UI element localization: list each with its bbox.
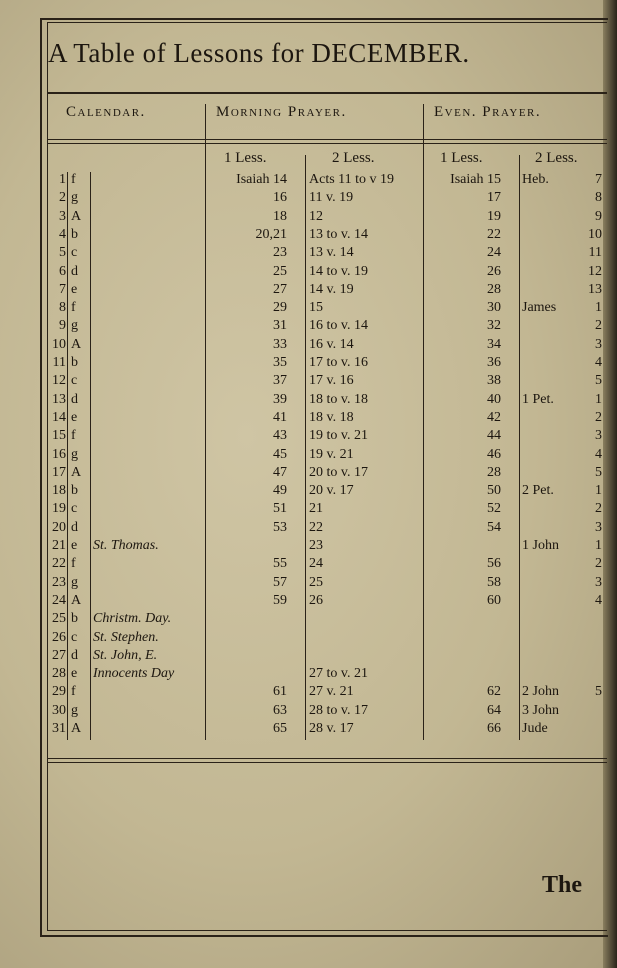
cell-m2: 18 to v. 18 (309, 391, 368, 407)
evening-divider (423, 104, 424, 740)
cell-m1: 41 (273, 409, 287, 425)
cell-letter: b (71, 226, 78, 242)
cell-day: 28 (52, 666, 66, 682)
cell-m2: 23 (309, 538, 323, 553)
cell-letter: e (71, 409, 78, 425)
cell-letter: A (71, 336, 82, 352)
title-rule (47, 92, 607, 94)
cell-letter: g (71, 446, 78, 462)
cell-e2n: 7 (595, 172, 602, 187)
cell-letter: f (71, 684, 76, 700)
cell-m2: 16 to v. 14 (309, 318, 368, 334)
cell-m1: 23 (273, 245, 287, 261)
cell-e2n: 5 (595, 373, 602, 389)
cell-e1: 50 (487, 483, 501, 499)
cell-e1: 58 (487, 574, 501, 590)
cell-e2n: 4 (595, 355, 602, 370)
cell-m1: 59 (273, 592, 287, 608)
cell-e2n: 10 (588, 226, 602, 242)
day-letter-divider (67, 172, 68, 740)
cell-day: 6 (59, 263, 66, 279)
calendar-divider (205, 104, 206, 740)
cell-e2n: 13 (588, 281, 602, 297)
evening-second-lesson-header: 2 Less. (535, 150, 578, 166)
cell-e2: 1 Pet. (522, 391, 554, 407)
cell-e2: Heb. (522, 172, 549, 187)
cell-letter: c (71, 501, 78, 517)
cell-m1: 29 (273, 300, 287, 316)
cell-day: 31 (52, 721, 66, 736)
cell-m1: 61 (273, 684, 287, 700)
cell-letter: g (71, 702, 78, 718)
cell-e2n: 4 (595, 592, 602, 608)
cell-day: 12 (52, 373, 66, 389)
cell-m1: 35 (273, 355, 287, 370)
header-rule (47, 139, 607, 140)
cell-e1: 22 (487, 226, 501, 242)
cell-day: 17 (52, 464, 66, 480)
morning-prayer-header: Morning Prayer. (216, 104, 347, 120)
table-bottom-rule-2 (47, 762, 607, 763)
cell-day: 27 (52, 647, 66, 663)
cell-letter: e (71, 666, 78, 682)
cell-e1: 54 (487, 519, 501, 535)
cell-day: 18 (52, 483, 66, 499)
cell-day: 2 (59, 190, 66, 206)
cell-m2: 25 (309, 574, 323, 590)
cell-day: 25 (52, 611, 66, 627)
cell-feast: St. Stephen. (93, 629, 159, 645)
cell-feast: Innocents Day (93, 666, 175, 682)
cell-m1: 18 (273, 208, 287, 224)
cell-letter: c (71, 245, 78, 261)
cell-day: 1 (59, 172, 66, 187)
morning-second-lesson-header: 2 Less. (332, 150, 375, 166)
cell-e1: 64 (487, 702, 501, 718)
cell-letter: b (71, 483, 78, 499)
cell-e2n: 3 (595, 574, 602, 590)
cell-m2: 13 to v. 14 (309, 226, 368, 242)
cell-e1: 17 (487, 190, 501, 206)
cell-letter: A (71, 464, 82, 480)
evening-prayer-header: Even. Prayer. (434, 104, 542, 120)
cell-e1: 46 (487, 446, 501, 462)
cell-feast: St. John, E. (93, 647, 158, 663)
cell-e2n: 1 (595, 300, 602, 316)
cell-e1: 40 (487, 391, 501, 407)
cell-e2n: 3 (595, 428, 602, 444)
cell-e1: 62 (487, 684, 501, 700)
cell-letter: A (71, 208, 82, 224)
cell-letter: c (71, 373, 78, 389)
cell-e2: Jude (522, 721, 548, 736)
cell-letter: f (71, 300, 76, 316)
evening-lesson-divider (519, 155, 520, 740)
cell-m1: 25 (273, 263, 287, 279)
cell-m2: 22 (309, 519, 323, 535)
morning-first-lesson-header: 1 Less. (224, 150, 267, 166)
cell-day: 11 (52, 355, 66, 370)
cell-letter: d (71, 263, 78, 279)
cell-e1: 30 (487, 300, 501, 316)
cell-m2: Acts 11 to v 19 (309, 172, 395, 187)
cell-m1: 45 (273, 446, 287, 462)
cell-day: 26 (52, 629, 66, 645)
cell-day: 7 (59, 281, 66, 297)
cell-e2n: 8 (595, 190, 602, 206)
cell-feast: St. Thomas. (93, 538, 159, 553)
cell-e2n: 3 (595, 336, 602, 352)
cell-letter: b (71, 355, 78, 370)
cell-m1: 49 (273, 483, 287, 499)
cell-m1: 55 (273, 556, 287, 572)
cell-day: 24 (52, 592, 66, 608)
cell-letter: g (71, 574, 78, 590)
cell-m2: 17 v. 16 (309, 373, 354, 389)
cell-e1: 24 (487, 245, 501, 261)
cell-e2: 1 John (522, 538, 559, 553)
cell-letter: g (71, 318, 78, 334)
cell-m1: 39 (273, 391, 287, 407)
cell-m2: 21 (309, 501, 323, 517)
cell-e2n: 9 (595, 208, 602, 224)
letter-feast-divider (90, 172, 91, 740)
cell-m2: 26 (309, 592, 323, 608)
cell-day: 23 (52, 574, 66, 590)
cell-day: 20 (52, 519, 66, 535)
cell-day: 13 (52, 391, 66, 407)
cell-day: 21 (52, 538, 66, 553)
cell-e2: 3 John (522, 702, 559, 718)
cell-e1: 36 (487, 355, 501, 370)
catchword: The (542, 872, 583, 898)
cell-letter: e (71, 538, 78, 553)
cell-e2n: 5 (595, 464, 602, 480)
header-rule-2 (47, 143, 607, 144)
cell-day: 10 (52, 336, 66, 352)
cell-e2n: 3 (595, 519, 602, 535)
morning-lesson-divider (305, 155, 306, 740)
cell-letter: b (71, 611, 78, 627)
cell-day: 29 (52, 684, 66, 700)
cell-m1: 53 (273, 519, 287, 535)
cell-m2: 13 v. 14 (309, 245, 354, 261)
cell-feast: Christm. Day. (93, 611, 172, 627)
cell-m2: 27 to v. 21 (309, 666, 368, 682)
cell-letter: e (71, 281, 78, 297)
cell-e2n: 2 (595, 556, 602, 572)
cell-letter: d (71, 519, 78, 535)
evening-first-lesson-header: 1 Less. (440, 150, 483, 166)
cell-m1: 16 (273, 190, 287, 206)
cell-e2n: 1 (595, 391, 602, 407)
cell-m1: 47 (273, 464, 287, 480)
cell-day: 14 (52, 409, 66, 425)
cell-day: 22 (52, 556, 66, 572)
cell-e1: 66 (487, 721, 501, 736)
cell-e2n: 2 (595, 318, 602, 334)
page-title: A Table of Lessons for DECEMBER. (48, 38, 470, 68)
cell-m1: 65 (273, 721, 287, 736)
cell-e2: 2 Pet. (522, 483, 554, 499)
cell-m1: 57 (273, 574, 287, 590)
cell-e1: 28 (487, 281, 501, 297)
cell-letter: d (71, 391, 78, 407)
cell-e1: Isaiah 15 (450, 172, 501, 187)
cell-e1: 44 (487, 428, 501, 444)
cell-day: 5 (59, 245, 66, 261)
cell-letter: f (71, 556, 76, 572)
cell-m2: 18 v. 18 (309, 409, 354, 425)
cell-m2: 14 to v. 19 (309, 263, 368, 279)
cell-day: 16 (52, 446, 66, 462)
cell-e1: 38 (487, 373, 501, 389)
calendar-header: Calendar. (66, 104, 146, 120)
cell-e1: 42 (487, 409, 501, 425)
cell-e1: 52 (487, 501, 501, 517)
cell-m2: 28 v. 17 (309, 721, 354, 736)
cell-e1: 26 (487, 263, 501, 279)
cell-m1: 27 (273, 281, 287, 297)
cell-m1: 20,21 (255, 226, 287, 242)
cell-day: 9 (59, 318, 66, 334)
cell-e2n: 2 (595, 409, 602, 425)
cell-m1: 43 (273, 428, 287, 444)
cell-m2: 19 v. 21 (309, 446, 354, 462)
cell-e2n: 2 (595, 501, 602, 517)
cell-e1: 34 (487, 336, 501, 352)
cell-letter: A (71, 721, 82, 736)
cell-m2: 20 to v. 17 (309, 464, 368, 480)
cell-e2n: 1 (595, 538, 602, 553)
cell-m2: 20 v. 17 (309, 483, 354, 499)
cell-e1: 32 (487, 318, 501, 334)
table-bottom-rule (47, 758, 607, 759)
cell-day: 4 (59, 226, 66, 242)
cell-e1: 56 (487, 556, 501, 572)
cell-letter: f (71, 428, 76, 444)
cell-letter: g (71, 190, 78, 206)
cell-m1: 37 (273, 373, 287, 389)
cell-m2: 27 v. 21 (309, 684, 354, 700)
cell-letter: A (71, 592, 82, 608)
cell-m2: 11 v. 19 (309, 190, 354, 206)
cell-m2: 16 v. 14 (309, 336, 354, 352)
cell-m2: 28 to v. 17 (309, 702, 368, 718)
cell-m2: 24 (309, 556, 323, 572)
cell-m1: 31 (273, 318, 287, 334)
cell-m1: Isaiah 14 (236, 172, 287, 187)
cell-day: 15 (52, 428, 66, 444)
cell-e1: 60 (487, 592, 501, 608)
cell-e1: 28 (487, 464, 501, 480)
cell-m1: 33 (273, 336, 287, 352)
cell-m2: 19 to v. 21 (309, 428, 368, 444)
cell-e2n: 4 (595, 446, 602, 462)
cell-m2: 12 (309, 208, 323, 224)
cell-e1: 19 (487, 208, 501, 224)
cell-day: 30 (52, 702, 66, 718)
cell-e2: 2 John (522, 684, 559, 700)
cell-letter: c (71, 629, 78, 645)
cell-m2: 17 to v. 16 (309, 355, 368, 370)
cell-e2n: 12 (588, 263, 602, 279)
cell-e2n: 1 (595, 483, 602, 499)
cell-e2n: 5 (595, 684, 602, 700)
cell-m1: 51 (273, 501, 287, 517)
cell-e2n: 11 (588, 245, 602, 261)
cell-letter: d (71, 647, 78, 663)
cell-day: 3 (59, 208, 66, 224)
cell-day: 8 (59, 300, 66, 316)
cell-m2: 15 (309, 300, 323, 316)
cell-letter: f (71, 172, 76, 187)
cell-m2: 14 v. 19 (309, 281, 354, 297)
cell-day: 19 (52, 501, 66, 517)
cell-e2: James (522, 300, 557, 316)
cell-m1: 63 (273, 702, 287, 718)
